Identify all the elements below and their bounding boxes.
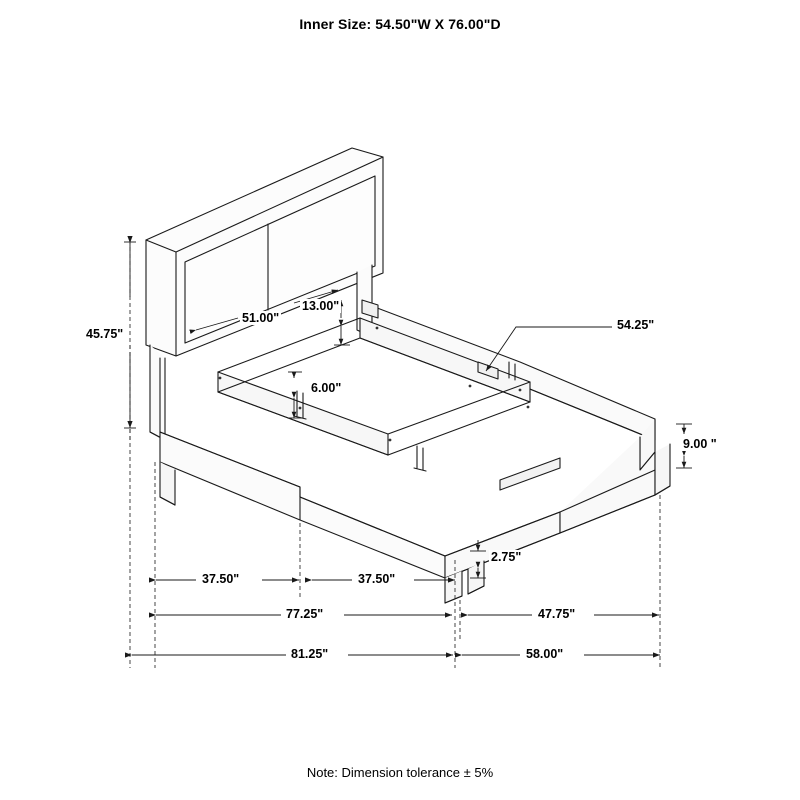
tolerance-note: Note: Dimension tolerance ± 5%	[306, 765, 494, 780]
page-title: Inner Size: 54.50"W X 76.00"D	[299, 16, 501, 32]
dimension-label-rail-length: 54.25"	[617, 318, 655, 332]
dimension-label-headboard-clearance: 13.00"	[302, 299, 340, 313]
dimension-label-span-side: 47.75"	[538, 607, 576, 621]
dimension-label-segment-a: 37.50"	[202, 572, 240, 586]
dimension-label-overall-depth: 58.00"	[526, 647, 564, 661]
dimension-label-headboard-width: 51.00"	[242, 311, 280, 325]
dimension-label-overall-length: 81.25"	[291, 647, 329, 661]
dimension-label-leg-height: 2.75"	[491, 550, 522, 564]
dimension-label-side-rail-height: 9.00 "	[683, 437, 717, 451]
dimension-label-slat-height: 6.00"	[311, 381, 342, 395]
dimension-label-span-front: 77.25"	[286, 607, 324, 621]
dimension-label-height-overall: 45.75"	[86, 327, 124, 341]
dimension-label-segment-b: 37.50"	[358, 572, 396, 586]
